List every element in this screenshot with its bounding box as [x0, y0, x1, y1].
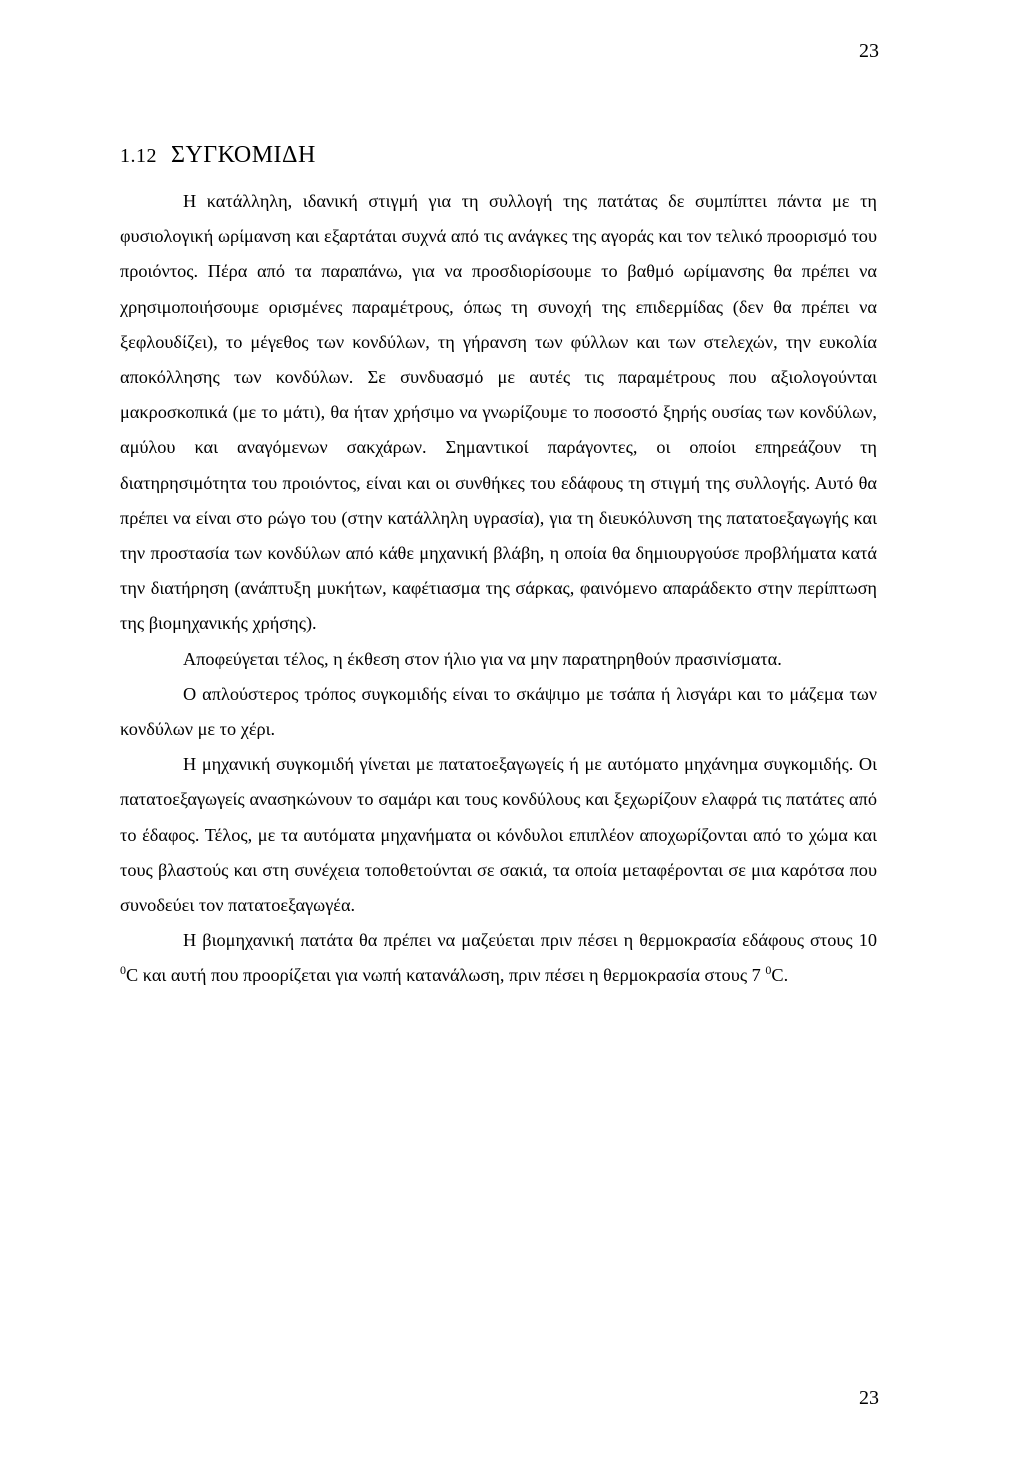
section-heading	[120, 142, 316, 169]
temperature-text-2: C και αυτή που προορίζεται για νωπή κατανάλωση, πριν πέσει η θερμοκρασία στους 7	[126, 965, 766, 986]
section-title: ΣΥΓΚΟΜΙΔΗ	[171, 142, 316, 168]
paragraph-temperature	[120, 923, 877, 993]
paragraph: Η μηχανική συγκομιδή γίνεται με πατατοεξαγωγείς ή με αυτόματο μηχάνημα συγκομιδής. Οι πατατοεξαγωγείς ανασηκώνουν το σαμάρι και τους κονδύλους και ξεχωρίζουν ελαφρά τις πατάτες από το έδαφος. Τέλος, με τα αυτόματα μηχανήματα οι κόνδυλοι επιπλέον αποχωρίζονται από το χώμα και τους βλαστούς και στη συνέχεια τοποθετούνται σε σακιά, τα οποία μεταφέρονται σε μια καρότσα που συνοδεύει τον πατατοεξαγωγέα.	[120, 754, 877, 916]
paragraph: Ο απλούστερος τρόπος συγκομιδής είναι το σκάψιμο με τσάπα ή λισγάρι και το μάζεμα των κονδύλων με το χέρι.	[120, 683, 877, 740]
page-number-top: 23	[859, 40, 879, 62]
page-number-bottom: 23	[859, 1387, 879, 1409]
temperature-text-1: Η βιομηχανική πατάτα θα πρέπει να μαζεύεται πριν πέσει η θερμοκρασία εδάφους στους 10	[183, 930, 877, 951]
temperature-text-3: C.	[771, 965, 789, 986]
degree-superscript-1: 0	[120, 963, 126, 978]
paragraph: Η κατάλληλη, ιδανική στιγμή για τη συλλογή της πατάτας δε συμπίπτει πάντα με τη φυσιολογική ωρίμανση και εξαρτάται συχνά από τις ανάγκες της αγοράς και τον τελικό προορισμό του προιόντος. Πέρα από τα παραπάνω, για να προσδιορίσουμε το βαθμό ωρίμανσης θα πρέπει να χρησιμοποιήσουμε ορισμένες παραμέτρους, όπως τη συνοχή της επιδερμίδας (δεν θα πρέπει να ξεφλουδίζει), το μέγεθος των κονδύλων, τη γήρανση των φύλλων και των στελεχών, την ευκολία αποκόλλησης των κονδύλων. Σε συνδυασμό με αυτές τις παραμέτρους που αξιολογούνται μακροσκοπικά (με το μάτι), θα ήταν χρήσιμο να γνωρίζουμε το ποσοστό ξηρής ουσίας των κονδύλων, αμύλου και αναγόμενων σακχάρων. Σημαντικοί παράγοντες, οι οποίοι επηρεάζουν τη διατηρησιμότητα του προιόντος, είναι και οι συνθήκες του εδάφους τη στιγμή της συλλογής. Αυτό θα πρέπει να είναι στο ρώγο του (στην κατάλληλη υγρασία), για τη διευκόλυνση της πατατοεξαγωγής και την προστασία των κονδύλων από κάθε μηχανική βλάβη, η οποία θα δημιουργούσε προβλήματα κατά την διατήρηση (ανάπτυξη μυκήτων, καφέτιασμα της σάρκας, φαινόμενο απαράδεκτο στην περίπτωση της βιομηχανικής χρήσης).	[120, 191, 877, 634]
body-text	[120, 184, 877, 994]
section-number: 1.12	[120, 145, 157, 167]
paragraph: Αποφεύγεται τέλος, η έκθεση στον ήλιο για να μην παρατηρηθούν πρασινίσματα.	[183, 648, 782, 669]
degree-superscript-2: 0	[765, 963, 772, 978]
